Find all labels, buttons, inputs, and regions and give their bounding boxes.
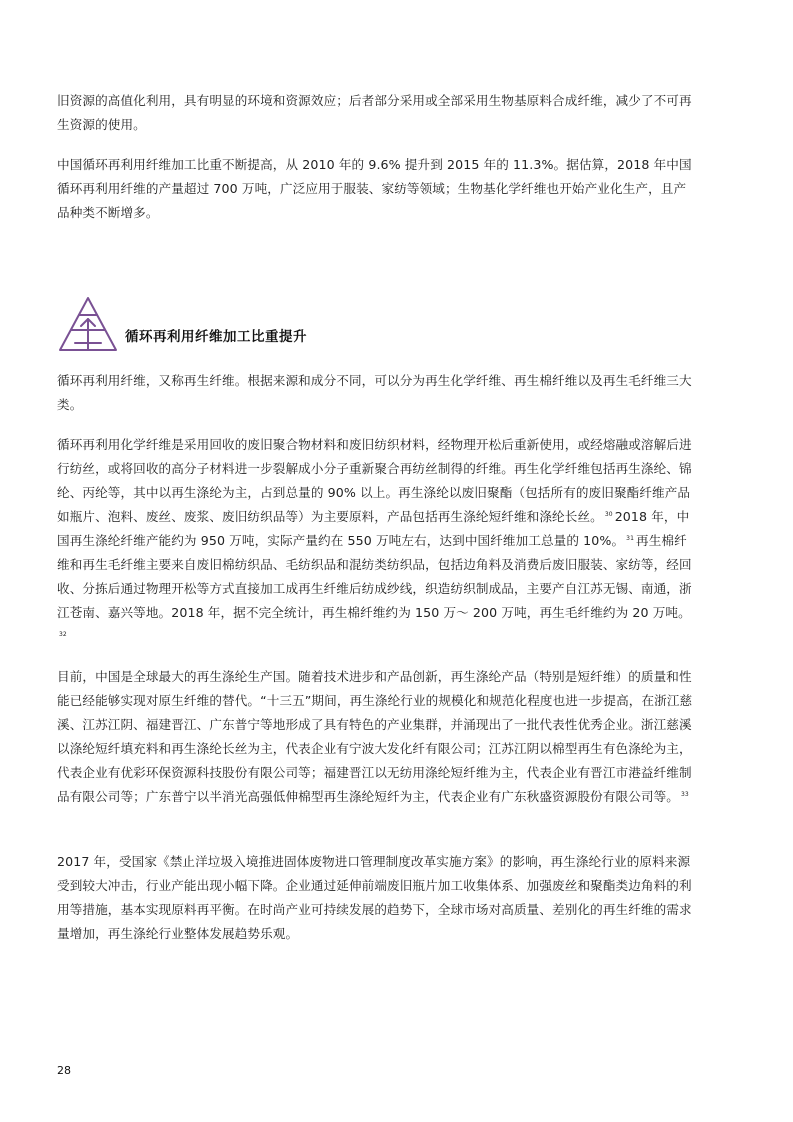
paragraph-text: 再生棉纤维和再生毛纤维主要来自废旧棉纺织品、毛纺织品和混纺类纺织品，包括边角料及消费后废旧服装、家纺等，经回收、分拣后通过物理开松等方式直接加工成再生纤维后纺成纱线，织造纺织制成品，主要产自江苏无锡、南通，浙江苍南、嘉兴等地。2018 年，据不完全统计，再生棉纤维约为 150 万～ 200 万吨，再生毛纤维约为 20 万吨。 [57, 533, 692, 620]
page-number: 28 [57, 1064, 71, 1077]
footnote-marker: 31 [626, 534, 634, 542]
footnote-marker: 33 [681, 790, 689, 798]
paragraph-recycled-fiber-share: 中国循环再利用纤维加工比重不断提高，从 2010 年的 9.6% 提升到 2015 年的 11.3%。据估算，2018 年中国循环再利用纤维的产量超过 700 万吨，广泛应用于服装、家纺等领域；生物基化学纤维也开始产业化生产，且产品种类不断增多。 [57, 157, 692, 220]
section-heading [57, 296, 307, 354]
paragraph-text: 循环再利用化学纤维是采用回收的废旧聚合物材料和废旧纺织材料，经物理开松后重新使用，或经熔融或溶解后进行纺丝，或将回收的高分子材料进一步裂解成小分子重新聚合再纺丝制得的纤维。再生化学纤维包括再生涤纶、锦纶、丙纶等，其中以再生涤纶为主，占到总量的 90% 以上。再生涤纶以废旧聚酯（包括所有的废旧聚酯纤维产品如瓶片、泡料、废丝、废浆、废旧纺织品等）为主要原料，产品包括再生涤纶短纤维和涤纶长丝。 [57, 437, 692, 524]
pyramid-up-arrow-icon [57, 296, 119, 354]
paragraph-text: 2018 年，中国再生涤纶纤维产能约为 950 万吨，实际产量约在 550 万吨左右，达到中国纤维加工总量的 10%。 [57, 509, 690, 548]
section-title: 循环再利用纤维加工比重提升 [125, 329, 307, 345]
footnote-marker: 30 [604, 510, 613, 518]
paragraph-recycled-fiber-definition: 循环再利用纤维，又称再生纤维。根据来源和成分不同，可以分为再生化学纤维、再生棉纤维以及再生毛纤维三大类。 [57, 373, 692, 412]
paragraph-intro-continuation: 旧资源的高值化利用，具有明显的环境和资源效应；后者部分采用或全部采用生物基原料合成纤维，减少了不可再生资源的使用。 [57, 93, 692, 132]
footnote-marker: 32 [59, 630, 67, 638]
paragraph-text: 目前，中国是全球最大的再生涤纶生产国。随着技术进步和产品创新，再生涤纶产品（特别是短纤维）的质量和性能已经能够实现对原生纤维的替代。“十三五”期间，再生涤纶行业的规模化和规范化程度也进一步提高，在浙江慈溪、江苏江阴、福建晋江、广东普宁等地形成了具有特色的产业集群，并涌现出了一批代表性优秀企业。浙江慈溪以涤纶短纤填充料和再生涤纶长丝为主，代表企业有宁波大发化纤有限公司；江苏江阴以棉型再生有色涤纶为主，代表企业有优彩环保资源科技股份有限公司等；福建晋江以无纺用涤纶短纤维为主，代表企业有晋江市港益纤维制品有限公司等；广东普宁以半消光高强低伸棉型再生涤纶短纤为主，代表企业有广东秋盛资源股份有限公司等。 [57, 669, 693, 804]
paragraph-industry-clusters [57, 665, 693, 809]
paragraph-policy-impact: 2017 年，受国家《禁止洋垃圾入境推进固体废物进口管理制度改革实施方案》的影响，再生涤纶行业的原料来源受到较大冲击，行业产能出现小幅下降。企业通过延伸前端废旧瓶片加工收集体系、加强废丝和聚酯类边角料的利用等措施，基本实现原料再平衡。在时尚产业可持续发展的趋势下，全球市场对高质量、差别化的再生纤维的需求量增加，再生涤纶行业整体发展趋势乐观。 [57, 854, 692, 941]
paragraph-recycled-chemical-fiber [57, 433, 693, 649]
